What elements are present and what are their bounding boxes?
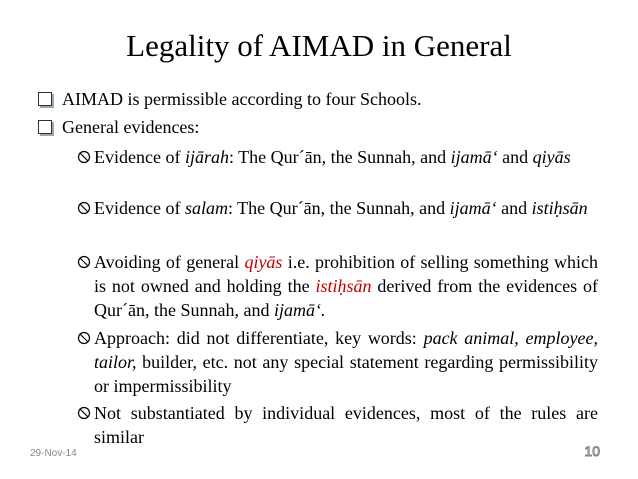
text-segment: pack animal, employee, tailor, [94, 328, 598, 372]
bullet-item [38, 116, 199, 138]
text-segment: qiyās [244, 252, 283, 272]
text-segment: and [497, 147, 533, 167]
checkbox-square-icon [38, 92, 52, 106]
sub-bullet-item [76, 401, 598, 449]
bullet-item [38, 88, 421, 110]
sub-bullet-text [76, 401, 598, 449]
text-segment: and [496, 198, 532, 218]
text-segment: Evidence of [94, 198, 185, 218]
sub-bullet-item [76, 326, 598, 398]
page-number: 10 [584, 443, 600, 459]
sub-bullet-text [76, 196, 598, 220]
sub-bullet-text [76, 145, 598, 169]
text-segment: ijamā‘ [449, 198, 497, 218]
text-segment: Not substantiated by individual evidences, most of the rules are similar [94, 403, 598, 447]
no-symbol-icon [76, 197, 92, 217]
footer-date: 29-Nov-14 [30, 448, 77, 459]
text-segment: derived from the evidences of Qur´ān, the Sunnah, and [94, 276, 598, 320]
no-symbol-icon [76, 402, 92, 422]
text-segment: salam [184, 198, 228, 218]
bullet-text: General evidences: [62, 117, 200, 137]
text-segment: ijārah [184, 147, 229, 167]
text-segment: ijamā‘. [273, 300, 326, 320]
sub-bullet-text [76, 250, 598, 322]
text-segment: Avoiding of general [94, 252, 245, 272]
sub-bullet-item [76, 250, 598, 322]
checkbox-square-icon [38, 120, 52, 134]
text-segment: builder, etc. not any special statement regarding permissibility or impermissibility [94, 352, 598, 396]
slide-title: Legality of AIMAD in General [126, 28, 512, 63]
text-segment: istiḥsān [315, 276, 372, 296]
no-symbol-icon [76, 327, 92, 347]
text-segment: ijamā‘ [450, 147, 498, 167]
text-segment: qiyās [532, 147, 571, 167]
text-segment: Evidence of [94, 147, 185, 167]
bullet-text: AIMAD is permissible according to four Schools. [62, 89, 422, 109]
sub-bullet-item [76, 145, 598, 169]
no-symbol-icon [76, 146, 92, 166]
text-segment: : The Qur´ān, the Sunnah, and [228, 147, 451, 167]
text-segment: Approach: did not differentiate, key words: [94, 328, 424, 348]
sub-bullet-text [76, 326, 598, 398]
text-segment: istiḥsān [531, 198, 588, 218]
text-segment: : The Qur´ān, the Sunnah, and [227, 198, 450, 218]
text-segment: i.e. prohibition of selling something which is not owned and holding the [94, 252, 599, 296]
sub-bullet-item [76, 196, 598, 220]
no-symbol-icon [76, 251, 92, 271]
